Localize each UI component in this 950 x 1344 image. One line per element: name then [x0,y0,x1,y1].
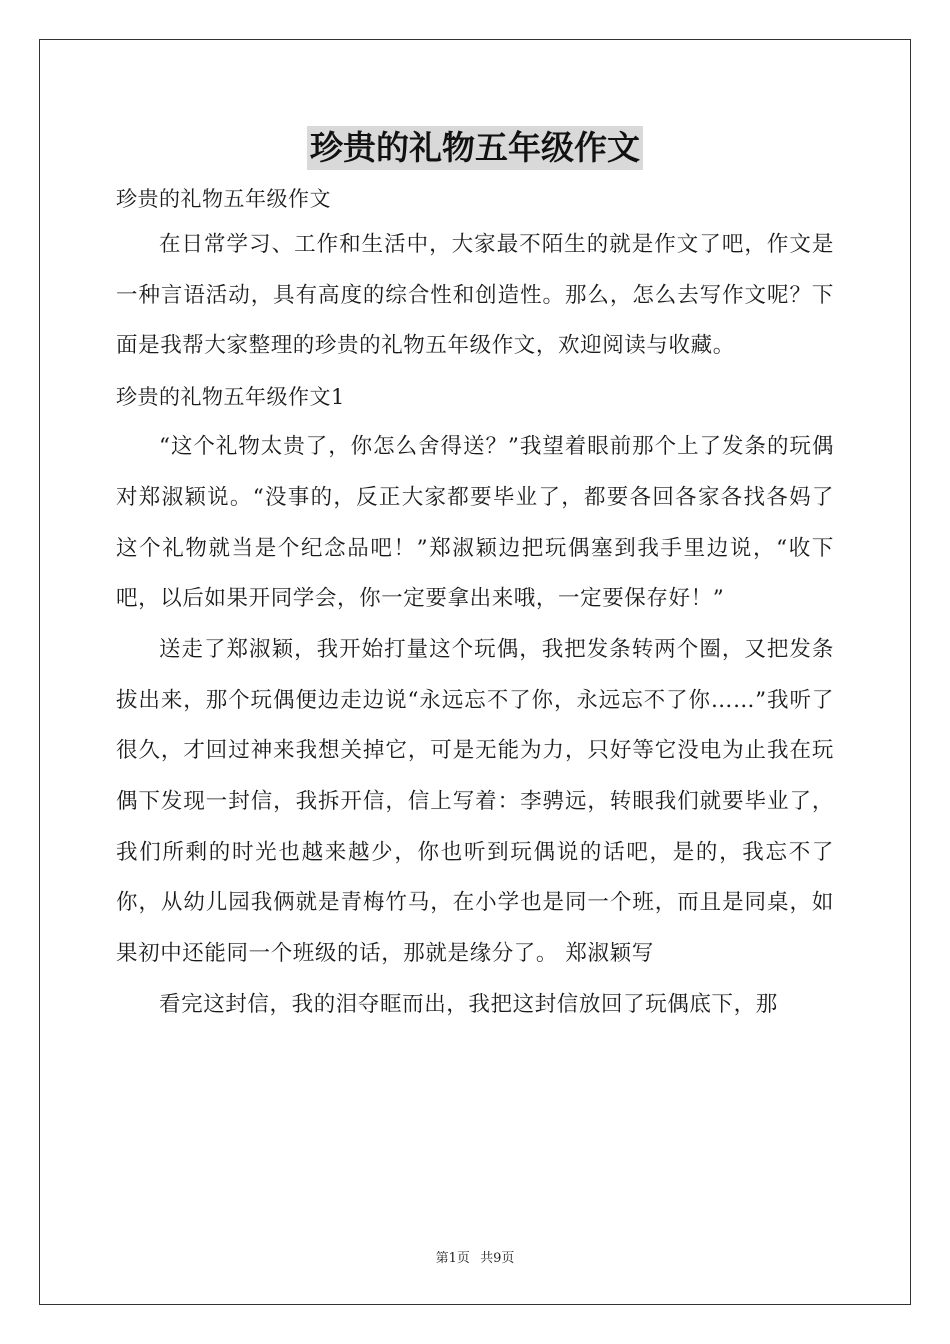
section-heading: 珍贵的礼物五年级作文1 [116,385,345,410]
body-paragraph-1: “这个礼物太贵了，你怎么舍得送？”我望着眼前那个上了发条的玩偶对郑淑颖说。“没事的，反正大家都要毕业了，都要各回各家各找各妈了这个礼物就当是个纪念品吧！”郑淑颖边把玩偶塞到我手里边说，“收下吧，以后如果开同学会，你一定要拿出来哦，一定要保存好！” [116,434,834,612]
document-title: 珍贵的礼物五年级作文 [307,126,643,170]
page-number: 第1页 [435,1251,470,1266]
title-container [0,126,950,170]
body-paragraph-3: 看完这封信，我的泪夺眶而出，我把这封信放回了玩偶底下，那 [159,991,778,1017]
intro-paragraph: 在日常学习、工作和生活中，大家最不陌生的就是作文了吧，作文是一种言语活动，具有高度的综合性和创造性。那么，怎么去写作文呢？下面是我帮大家整理的珍贵的礼物五年级作文，欢迎阅读与收藏。 [116,232,834,359]
page-footer [0,1247,950,1266]
body-paragraph-2: 送走了郑淑颖，我开始打量这个玩偶，我把发条转两个圈，又把发条拔出来，那个玩偶便边走边说“永远忘不了你，永远忘不了你……”我听了很久，才回过神来我想关掉它，可是无能为力，只好等它没电为止我在玩偶下发现一封信，我拆开信，信上写着：李骋远，转眼我们就要毕业了，我们所剩的时光也越来越少，你也听到玩偶说的话吧，是的，我忘不了你，从幼儿园我俩就是青梅竹马，在小学也是同一个班，而且是同桌，如果初中还能同一个班级的话，那就是缘分了。 郑淑颖写 [116,636,834,967]
document-body [116,178,834,1031]
page-total: 共9页 [480,1251,515,1266]
document-subtitle: 珍贵的礼物五年级作文 [116,187,331,211]
